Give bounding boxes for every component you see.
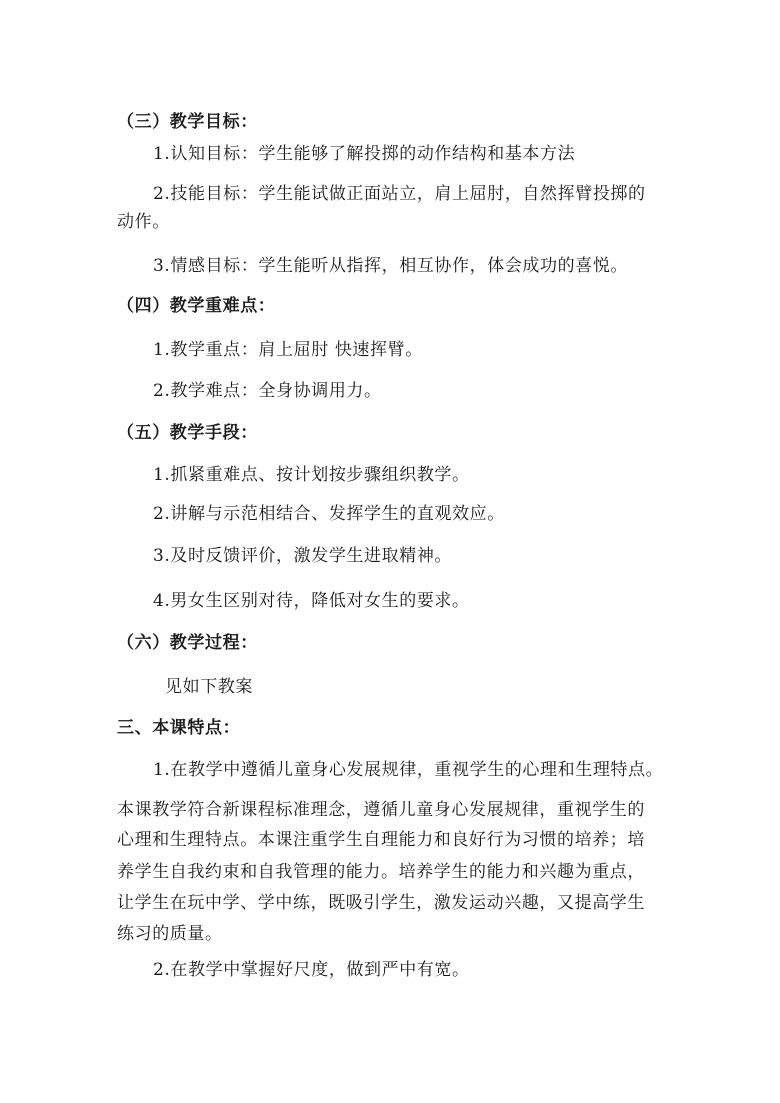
section-heading-teaching-methods: （五）教学手段： (117, 423, 258, 443)
feature-paragraph-line-5: 练习的质量。 (117, 924, 223, 944)
process-note: 见如下教案 (165, 677, 253, 697)
feature-paragraph-line-1: 本课教学符合新课程标准理念，遵循儿童身心发展规律，重视学生的 (117, 800, 645, 820)
key-point-item: 1.教学重点：肩上屈肘 快速挥臂。 (153, 340, 423, 360)
method-item-2: 2.讲解与示范相结合、发挥学生的直观效应。 (153, 504, 505, 524)
feature-paragraph-line-2: 心理和生理特点。本课注重学生自理能力和良好行为习惯的培养；培 (117, 830, 645, 850)
feature-item-1: 1.在教学中遵循儿童身心发展规律，重视学生的心理和生理特点。 (153, 760, 664, 780)
feature-item-2: 2.在教学中掌握好尺度，做到严中有宽。 (153, 960, 470, 980)
feature-paragraph-line-4: 让学生在玩中学、学中练，既吸引学生，激发运动兴趣，又提高学生 (117, 893, 645, 913)
method-item-1: 1.抓紧重难点、按计划按步骤组织教学。 (153, 465, 470, 485)
feature-paragraph-line-3: 养学生自我约束和自我管理的能力。培养学生的能力和兴趣为重点， (117, 862, 645, 882)
goal-item-emotional: 3.情感目标：学生能听从指挥，相互协作，体会成功的喜悦。 (153, 256, 629, 276)
goal-item-skill-continuation: 动作。 (117, 212, 170, 232)
section-heading-teaching-process: （六）教学过程： (117, 633, 258, 653)
section-heading-lesson-features: 三、本课特点： (117, 718, 241, 738)
section-heading-teaching-goals: （三）教学目标： (117, 112, 258, 132)
difficulty-item: 2.教学难点：全身协调用力。 (153, 381, 382, 401)
goal-item-cognitive: 1.认知目标：学生能够了解投掷的动作结构和基本方法 (153, 144, 576, 164)
method-item-4: 4.男女生区别对待，降低对女生的要求。 (153, 591, 470, 611)
section-heading-key-points: （四）教学重难点： (117, 296, 276, 316)
goal-item-skill: 2.技能目标：学生能试做正面站立，肩上屈肘，自然挥臂投掷的 (153, 184, 646, 204)
method-item-3: 3.及时反馈评价，激发学生进取精神。 (153, 546, 453, 566)
